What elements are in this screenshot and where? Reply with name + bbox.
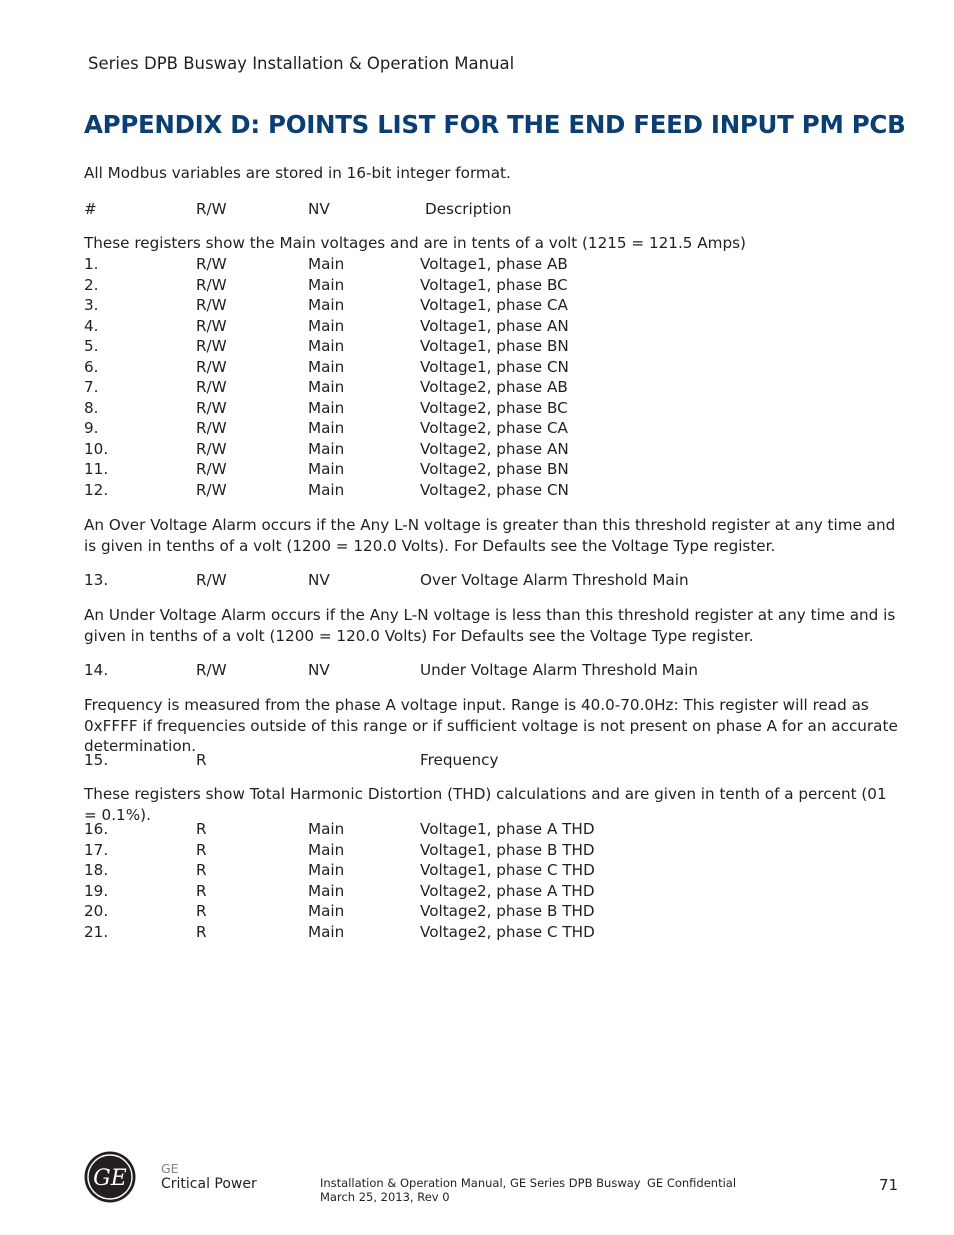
footer-company-short: GE [161,1161,179,1176]
register-access: R [196,922,207,941]
register-row [0,439,954,460]
register-number: 13. [84,571,109,589]
ge-logo [84,1151,136,1203]
register-description: Over Voltage Alarm Threshold Main [420,571,689,589]
register-access: R/W [196,480,227,499]
register-storage: Main [308,398,345,417]
register-access: R/W [196,337,227,355]
register-number: 11. [84,460,109,478]
register-storage: Main [308,439,345,458]
register-number: 16. [84,820,109,838]
register-row [0,377,954,398]
register-number: 1. [84,255,99,273]
register-storage: Main [308,419,345,437]
register-row-13 [0,570,954,591]
register-row [0,459,954,480]
register-number: 4. [84,316,99,335]
register-number: 20. [84,902,109,920]
register-storage: Main [308,316,345,335]
register-description: Voltage1, phase AB [420,255,568,273]
register-number: 14. [84,661,109,679]
register-storage: Main [308,861,345,879]
register-access: R/W [196,439,227,458]
register-storage: Main [308,922,345,941]
register-storage: Main [308,296,345,314]
register-description: Voltage2, phase BC [420,398,568,417]
register-storage: Main [308,357,345,376]
register-storage: Main [308,378,345,396]
column-header-nv: NV [308,200,330,218]
register-storage: NV [308,661,330,679]
register-description: Voltage1, phase BN [420,337,569,355]
register-row [0,901,954,922]
register-number: 5. [84,337,99,355]
register-description: Voltage2, phase AN [420,439,569,458]
register-access: R/W [196,357,227,376]
ge-logo-lettering: GE [93,1166,127,1191]
register-storage: Main [308,840,345,859]
register-row [0,819,954,840]
running-header: Series DPB Busway Installation & Operation Manual [88,54,515,73]
register-number: 6. [84,357,99,376]
column-header-description: Description [425,200,512,218]
page-number: 71 [879,1176,899,1194]
register-description: Voltage2, phase A THD [420,881,595,900]
register-row [0,295,954,316]
register-number: 10. [84,439,109,458]
register-row [0,254,954,275]
register-number: 21. [84,922,109,941]
register-row [0,881,954,902]
register-access: R/W [196,275,227,294]
register-access: R [196,861,207,879]
register-number: 12. [84,480,109,499]
register-access: R [196,881,207,900]
voltage-note: These registers show the Main voltages and are in tents of a volt (1215 = 121.5 Amps) [84,234,746,252]
register-storage: NV [308,571,330,589]
register-storage: Main [308,337,345,355]
footer-company: Critical Power [161,1176,257,1192]
register-description: Voltage2, phase CA [420,419,568,437]
register-row [0,418,954,439]
register-storage: Main [308,275,345,294]
register-description: Voltage1, phase C THD [420,861,595,879]
register-description: Under Voltage Alarm Threshold Main [420,661,699,679]
register-description: Voltage2, phase B THD [420,902,595,920]
register-row-15 [0,750,954,771]
register-description: Voltage2, phase AB [420,378,568,396]
register-access: R/W [196,255,227,273]
register-access: R [196,902,207,920]
over-voltage-note: An Over Voltage Alarm occurs if the Any L-N voltage is greater than this threshold register at any time and is given in tenths of a volt (1200 = 120.0 Volts). For Defaults see the Voltage Type register. [84,516,896,555]
footer-confidential: GE Confidential [647,1176,737,1190]
frequency-note: Frequency is measured from the phase A voltage input. Range is 40.0-70.0Hz: This register will read as 0xFFFF if frequencies outside of this range or if sufficient voltage is not present on phase A for an accurate determination. [84,696,898,755]
under-voltage-note: An Under Voltage Alarm occurs if the Any L-N voltage is less than this threshold register at any time and is given in tenths of a volt (1200 = 120.0 Volts) For Defaults see the Voltage Type register. [84,606,896,645]
register-description: Voltage1, phase A THD [420,820,595,838]
register-access: R [196,751,207,769]
register-description: Voltage1, phase AN [420,316,569,335]
register-access: R/W [196,398,227,417]
register-number: 17. [84,840,109,859]
register-description: Voltage2, phase BN [420,460,569,478]
register-access: R/W [196,316,227,335]
register-row [0,860,954,881]
register-storage: Main [308,480,345,499]
register-row [0,840,954,861]
column-header-rw: R/W [196,200,227,218]
register-row [0,275,954,296]
register-access: R [196,840,207,859]
register-number: 3. [84,296,99,314]
register-row-14 [0,660,954,681]
register-storage: Main [308,820,345,838]
register-number: 9. [84,419,99,437]
register-description: Frequency [420,751,499,769]
column-headers [0,199,954,220]
register-description: Voltage2, phase CN [420,480,569,499]
footer-document-title: Installation & Operation Manual, GE Series DPB Busway [320,1176,641,1190]
register-access: R [196,820,207,838]
register-access: R/W [196,460,227,478]
intro-text: All Modbus variables are stored in 16-bit integer format. [84,164,511,182]
register-description: Voltage2, phase C THD [420,922,595,941]
register-row [0,398,954,419]
register-row [0,480,954,501]
register-storage: Main [308,460,345,478]
register-number: 8. [84,398,99,417]
register-row [0,357,954,378]
column-header-number: # [84,200,97,218]
register-access: R/W [196,378,227,396]
register-description: Voltage1, phase CN [420,357,569,376]
register-number: 19. [84,881,109,900]
register-row [0,316,954,337]
register-number: 15. [84,751,109,769]
footer-date: March 25, 2013, Rev 0 [320,1190,450,1204]
register-number: 2. [84,275,99,294]
register-description: Voltage1, phase BC [420,275,568,294]
register-row [0,336,954,357]
register-access: R/W [196,661,227,679]
register-access: R/W [196,296,227,314]
register-number: 18. [84,861,109,879]
register-number: 7. [84,378,99,396]
page-title: APPENDIX D: POINTS LIST FOR THE END FEED INPUT PM PCB [84,110,906,139]
register-storage: Main [308,902,345,920]
register-description: Voltage1, phase CA [420,296,568,314]
thd-note: These registers show Total Harmonic Distortion (THD) calculations and are given in tenth of a percent (01 = 0.1%). [84,785,887,824]
register-storage: Main [308,881,345,900]
register-storage: Main [308,255,345,273]
register-description: Voltage1, phase B THD [420,840,595,859]
register-row [0,922,954,943]
register-access: R/W [196,419,227,437]
register-access: R/W [196,571,227,589]
